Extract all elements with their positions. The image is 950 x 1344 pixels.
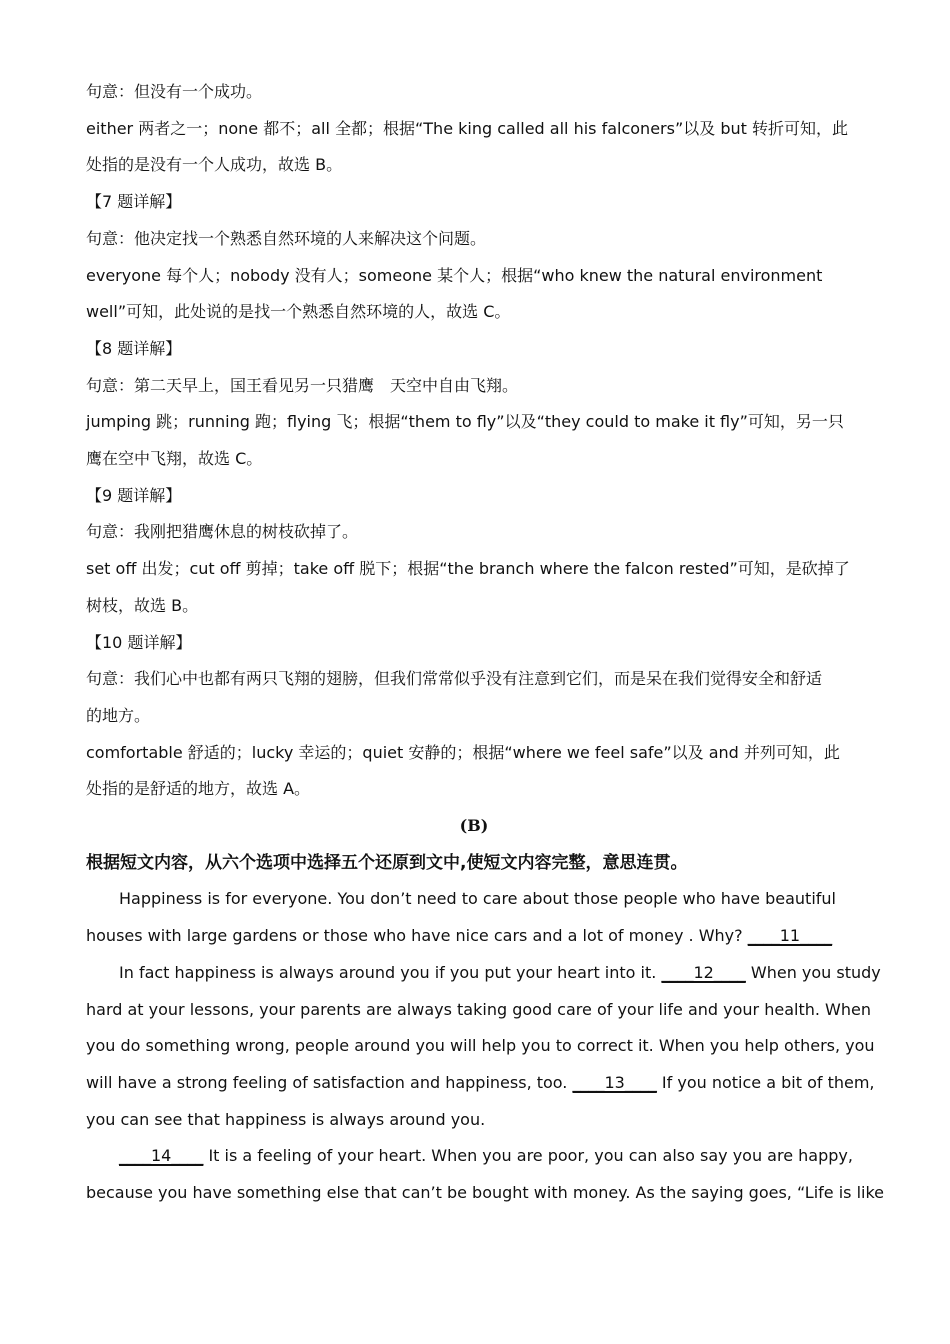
document-page: [86, 74, 884, 1212]
text-line: 处指的是没有一个人成功，故选 B。: [86, 155, 343, 175]
blank-12: ____12____: [661, 962, 746, 982]
passage-line: [86, 918, 862, 955]
text-line: 句意：第二天早上，国王看见另一只猎鹰 天空中自由飞翔。: [86, 375, 519, 395]
blank-11: ____11____: [747, 926, 833, 946]
question-heading-7: 【7 题详解】: [86, 192, 182, 212]
text-line: 句意：我们心中也都有两只飞翔的翅膀，但我们常常似乎没有注意到它们，而是呆在我们觉得安全和舒适: [86, 669, 823, 689]
question-heading-8: 【8 题详解】: [86, 338, 182, 358]
question-heading-10: 【10 题详解】: [86, 632, 192, 652]
text-line: either 两者之一；none 都不；all 全都；根据“The king called all his falconers”以及 but 转折可知，此: [86, 118, 848, 138]
question-heading-9: 【9 题详解】: [86, 485, 182, 505]
section-title: (B): [459, 816, 489, 836]
passage-line: you do something wrong, people around you will help you to correct it. When you help others, you: [86, 1036, 875, 1056]
passage-line: [86, 955, 881, 992]
text-line: 处指的是舒适的地方，故选 A。: [86, 779, 311, 799]
passage-line: hard at your lessons, your parents are always taking good care of your life and your health. When: [86, 999, 871, 1019]
section-instruction: 根据短文内容，从六个选项中选择五个还原到文中,使短文内容完整，意思连贯。: [86, 852, 688, 873]
text-line: 句意：他决定找一个熟悉自然环境的人来解决这个问题。: [86, 228, 487, 248]
text-line: 鹰在空中飞翔，故选 C。: [86, 449, 263, 469]
blank-13: ____13____: [572, 1072, 657, 1092]
text-line: jumping 跳；running 跑；flying 飞；根据“them to fly”以及“they could to make it fly”可知，另一只: [86, 412, 844, 432]
passage-text: If you notice a bit of them,: [656, 1072, 875, 1092]
text-line: comfortable 舒适的；lucky 幸运的；quiet 安静的；根据“where we feel safe”以及 and 并列可知，此: [86, 742, 840, 762]
passage-text: When you study: [745, 962, 881, 982]
blank-14: ____14____: [119, 1146, 204, 1166]
text-line: 的地方。: [86, 705, 151, 725]
passage-line: because you have something else that can’t be bought with money. As the saying goes, “Life is like: [86, 1183, 884, 1203]
passage-text: will have a strong feeling of satisfaction and happiness, too.: [86, 1072, 573, 1092]
passage-text: In fact happiness is always around you if you put your heart into it.: [119, 962, 662, 982]
text-line: everyone 每个人；nobody 没有人；someone 某个人；根据“who knew the natural environment: [86, 265, 823, 285]
passage-text: It is a feeling of your heart. When you are poor, you can also say you are happy,: [203, 1146, 853, 1166]
passage-line: [86, 1138, 862, 1175]
text-line: 句意：我刚把猎鹰休息的树枝砍掉了。: [86, 522, 359, 542]
passage-text: houses with large gardens or those who have nice cars and a lot of money . Why?: [86, 926, 748, 946]
text-line: well”可知，此处说的是找一个熟悉自然环境的人，故选 C。: [86, 302, 511, 322]
passage-line: Happiness is for everyone. You don’t need to care about those people who have beautiful: [119, 889, 836, 909]
text-line: 树枝，故选 B。: [86, 595, 199, 615]
text-line: set off 出发；cut off 剪掉；take off 脱下；根据“the branch where the falcon rested”可知，是砍掉了: [86, 559, 850, 579]
passage-line: you can see that happiness is always around you.: [86, 1109, 486, 1129]
passage-line: [86, 1065, 875, 1102]
text-line: 句意：但没有一个成功。: [86, 82, 263, 101]
